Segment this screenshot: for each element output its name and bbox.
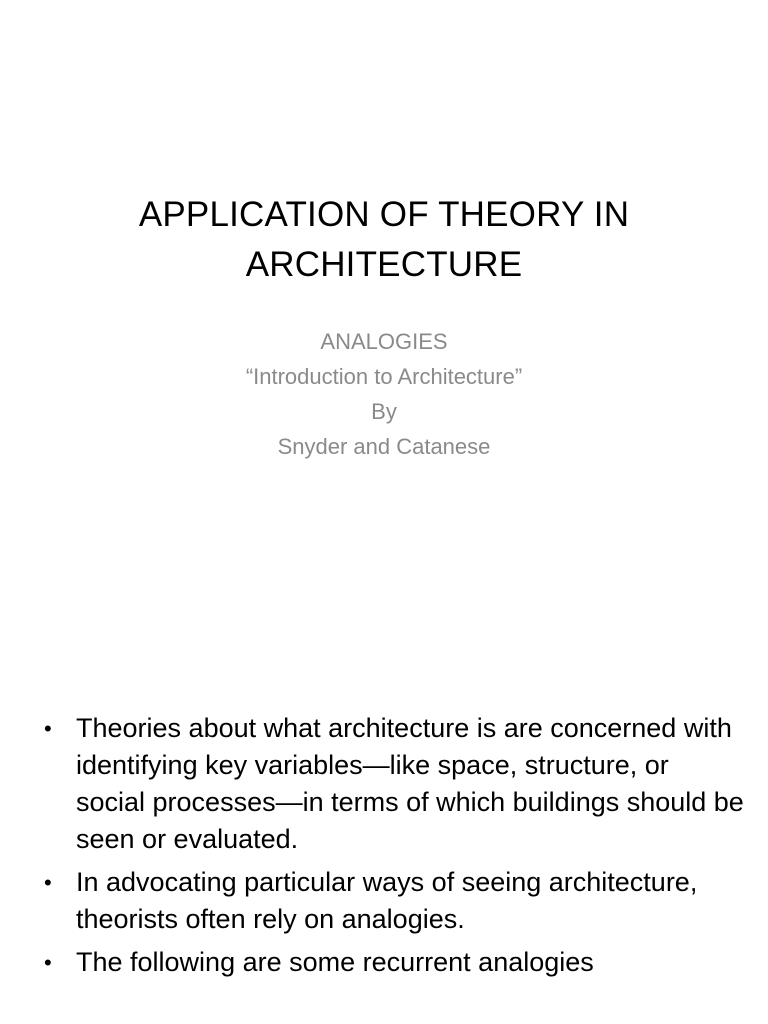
- bullet-icon: •: [44, 716, 52, 741]
- slide-title: [60, 190, 708, 290]
- subtitle-line-analogies: ANALOGIES: [320, 329, 448, 354]
- subtitle-line-authors: Snyder and Catanese: [277, 434, 491, 459]
- slide-subtitle: [84, 324, 684, 464]
- subtitle-line-by: By: [371, 399, 397, 424]
- bullet-list: [44, 710, 744, 987]
- bullet-icon: •: [44, 950, 52, 975]
- title-line-2: ARCHITECTURE: [245, 245, 523, 284]
- list-item: [44, 710, 744, 858]
- title-line-1: APPLICATION OF THEORY IN: [138, 195, 630, 234]
- bullet-text: In advocating particular ways of seeing architecture, theorists often rely on analogies.: [76, 867, 698, 934]
- bullet-text: Theories about what architecture is are concerned with identifying key variables—like space, structure, or social processes—in terms of which buildings should be seen or evaluated.: [76, 713, 744, 854]
- list-item: [44, 944, 744, 981]
- subtitle-line-book-title: “Introduction to Architecture”: [245, 364, 523, 389]
- bullet-icon: •: [44, 870, 52, 895]
- bullet-text: The following are some recurrent analogies: [76, 947, 594, 977]
- list-item: [44, 864, 744, 938]
- content-slide: [0, 700, 768, 1024]
